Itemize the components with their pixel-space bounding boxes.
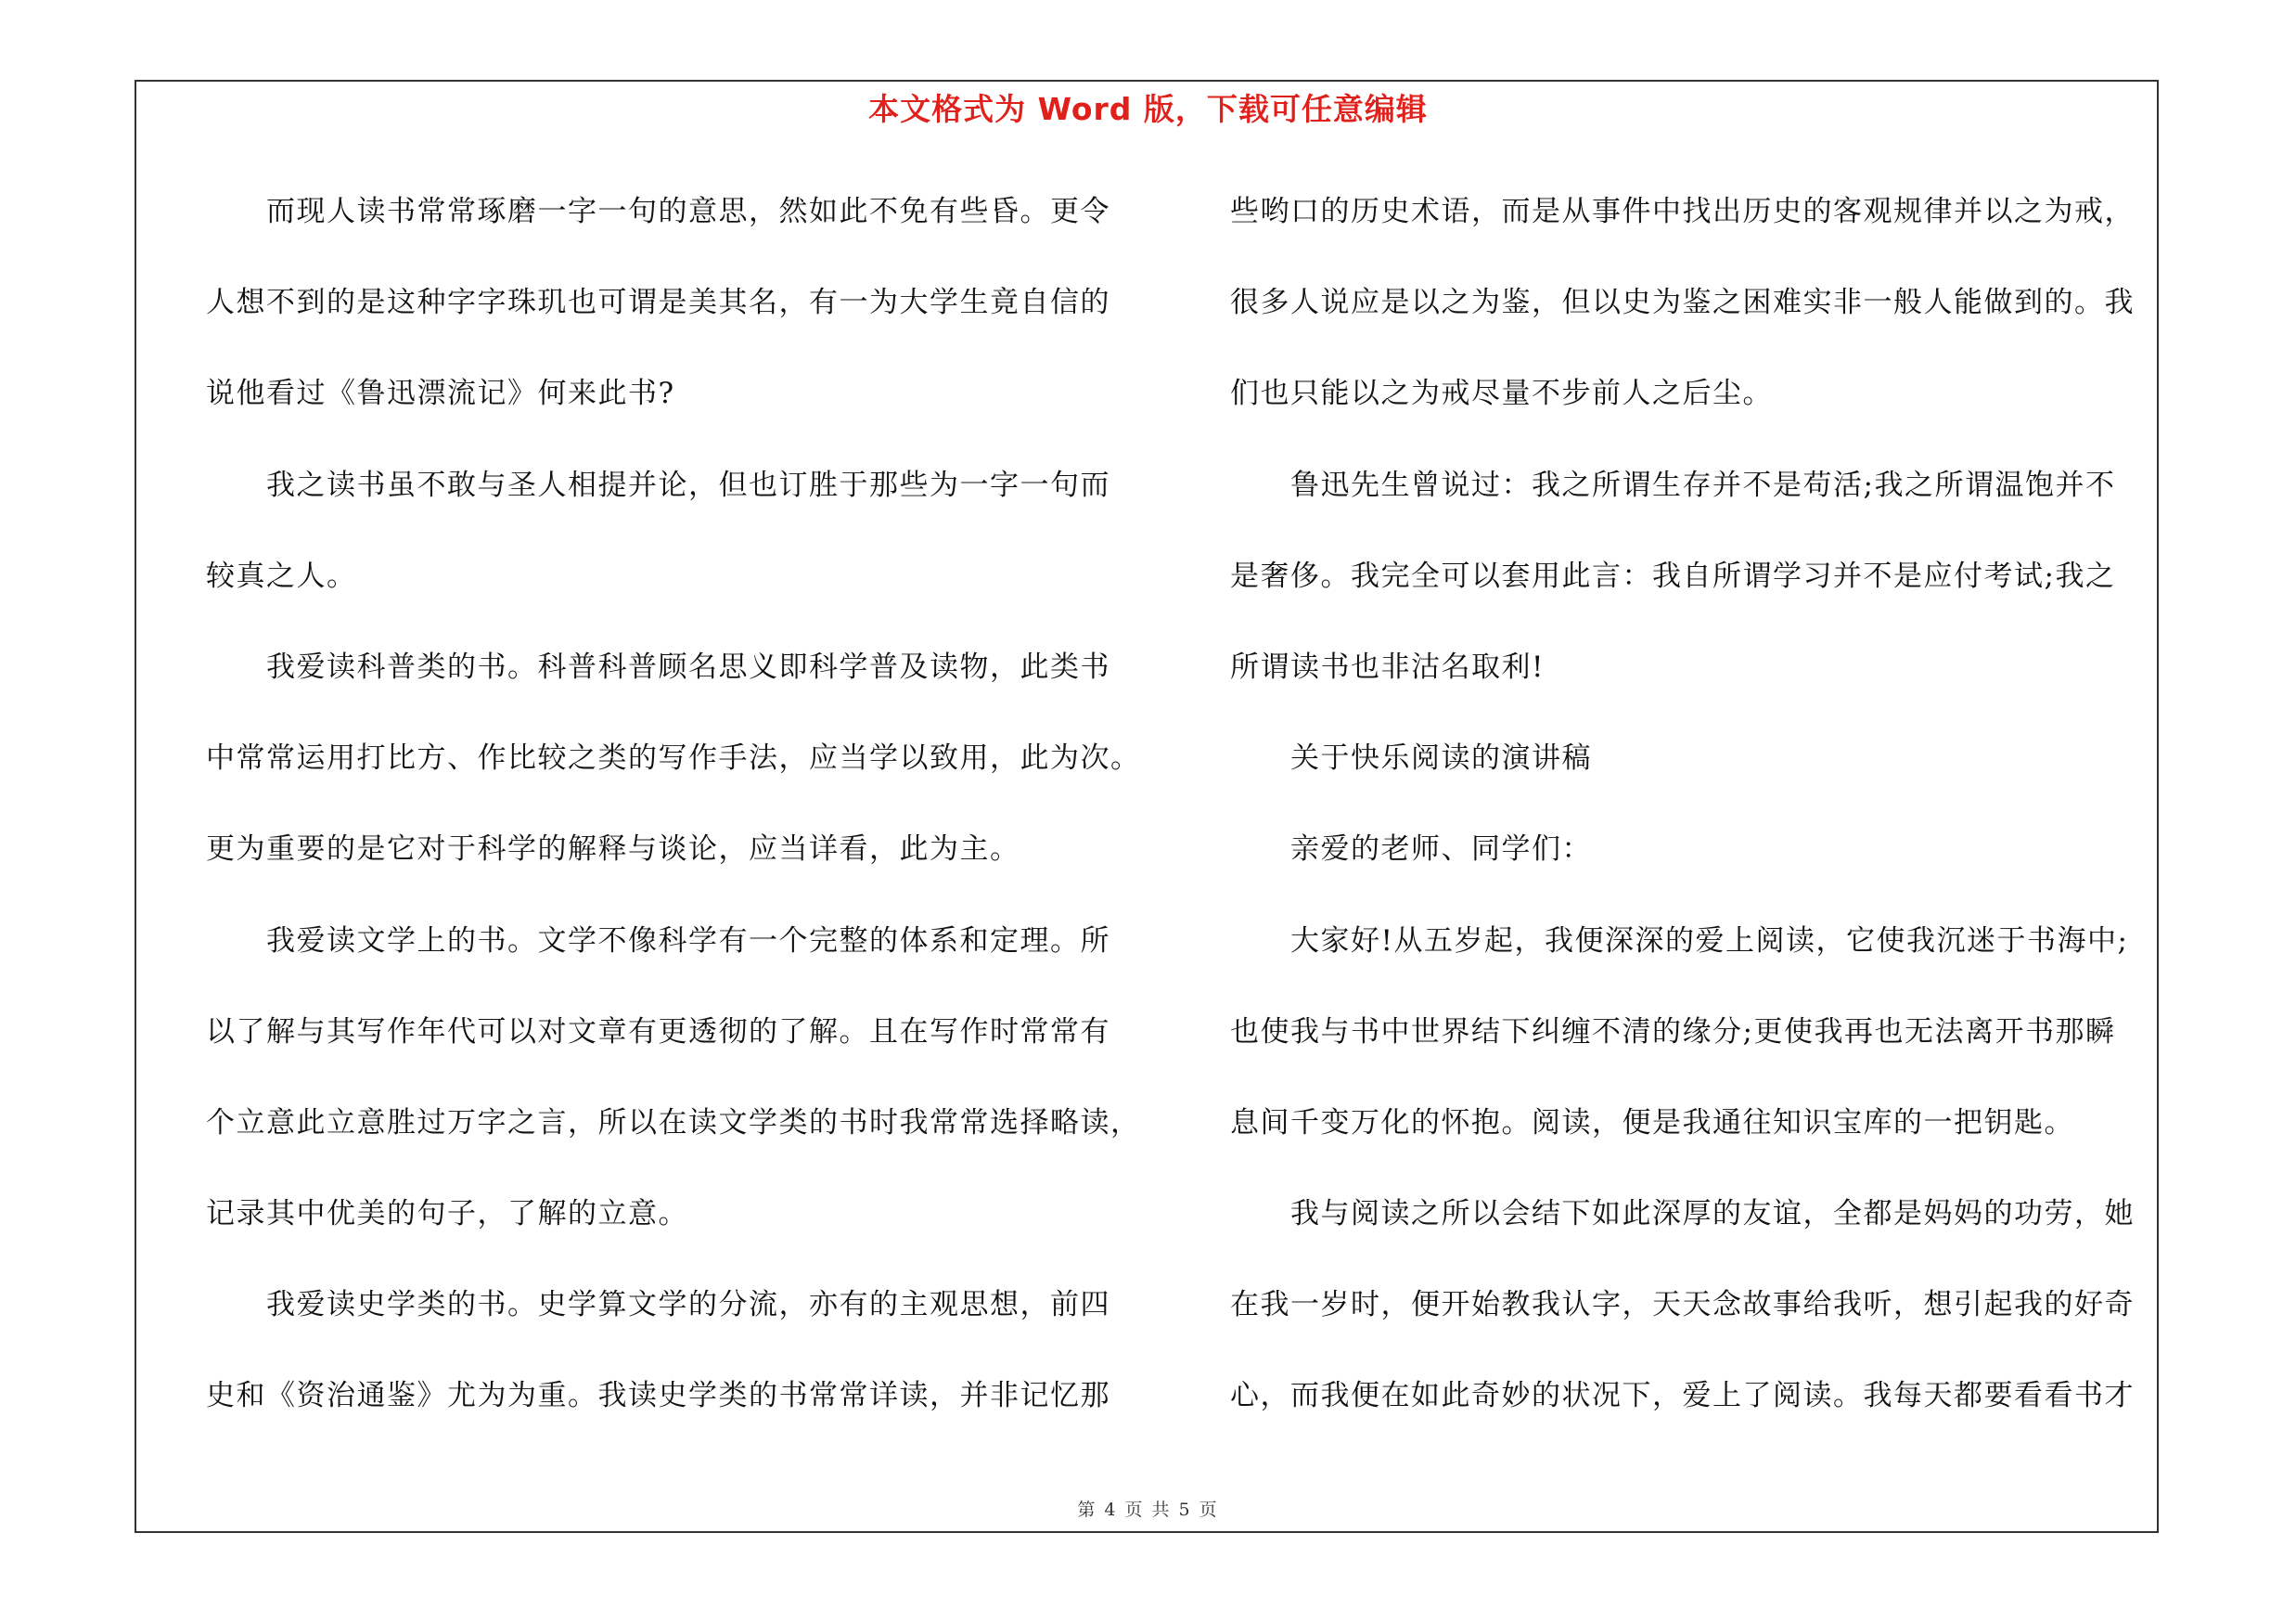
page-number-middle: 页 共: [1124, 1500, 1172, 1520]
page-number-current: 4: [1104, 1500, 1118, 1520]
text-line: 较真之人。: [206, 559, 357, 593]
text-line: 是奢侈。我完全可以套用此言：我自所谓学习并不是应付考试;我之: [1230, 559, 2116, 593]
text-line: 也使我与书中世界结下纠缠不清的缘分;更使我再也无法离开书那瞬: [1230, 1014, 2116, 1049]
page-number: [0, 1496, 2296, 1521]
right-column: [1230, 184, 2158, 1460]
text-line: 我爱读文学上的书。文学不像科学有一个完整的体系和定理。所: [206, 923, 1110, 958]
text-line: 在我一岁时，便开始教我认字，天天念故事给我听，想引起我的好奇: [1230, 1288, 2135, 1322]
text-line: 以了解与其写作年代可以对文章有更透彻的了解。且在写作时常常有: [206, 1014, 1110, 1049]
format-banner: 本文格式为 Word 版，下载可任意编辑: [868, 91, 1428, 127]
text-line: 所谓读书也非沽名取利!: [1230, 650, 1545, 684]
text-line: 关于快乐阅读的演讲稿: [1230, 741, 1592, 776]
page-number-prefix: 第: [1077, 1500, 1097, 1520]
text-line: 而现人读书常常琢磨一字一句的意思，然如此不免有些昏。更令: [206, 195, 1110, 228]
left-column: [206, 184, 1141, 1460]
text-line: 说他看过《鲁迅漂流记》何来此书?: [206, 377, 675, 411]
text-line: 大家好!从五岁起，我便深深的爱上阅读，它使我沉迷于书海中;: [1230, 923, 2129, 958]
text-line: 亲爱的老师、同学们：: [1230, 832, 1592, 867]
text-line: 很多人说应是以之为鉴，但以史为鉴之困难实非一般人能做到的。我: [1230, 286, 2135, 320]
text-line: 我爱读科普类的书。科普科普顾名思义即科学普及读物，此类书: [206, 650, 1110, 684]
text-line: 心，而我便在如此奇妙的状况下，爱上了阅读。我每天都要看看书才: [1230, 1379, 2135, 1413]
page-number-suffix: 页: [1199, 1500, 1219, 1520]
page-number-total: 5: [1178, 1500, 1192, 1520]
text-line: 记录其中优美的句子，了解的立意。: [206, 1197, 688, 1231]
text-line: 人想不到的是这种字字珠玑也可谓是美其名，有一为大学生竟自信的: [206, 286, 1110, 320]
text-line: 中常常运用打比方、作比较之类的写作手法，应当学以致用，此为次。: [206, 741, 1141, 776]
text-line: 息间千变万化的怀抱。阅读，便是我通往知识宝库的一把钥匙。: [1230, 1105, 2074, 1140]
text-line: 们也只能以之为戒尽量不步前人之后尘。: [1230, 377, 1773, 411]
text-line: 个立意此立意胜过万字之言，所以在读文学类的书时我常常选择略读，: [206, 1105, 1141, 1140]
text-line: 些哟口的历史术语，而是从事件中找出历史的客观规律并以之为戒，: [1230, 195, 2135, 228]
text-line: 更为重要的是它对于科学的解释与谈论，应当详看，此为主。: [206, 832, 1020, 867]
text-line: 我之读书虽不敢与圣人相提并论，但也订胜于那些为一字一句而: [206, 468, 1110, 502]
text-line: 鲁迅先生曾说过：我之所谓生存并不是苟活;我之所谓温饱并不: [1230, 468, 2116, 502]
text-line: 我与阅读之所以会结下如此深厚的友谊，全都是妈妈的功劳，她: [1230, 1197, 2135, 1231]
text-line: 史和《资治通鉴》尤为为重。我读史学类的书常常详读，并非记忆那: [206, 1379, 1110, 1413]
text-line: 我爱读史学类的书。史学算文学的分流，亦有的主观思想，前四: [206, 1288, 1110, 1322]
